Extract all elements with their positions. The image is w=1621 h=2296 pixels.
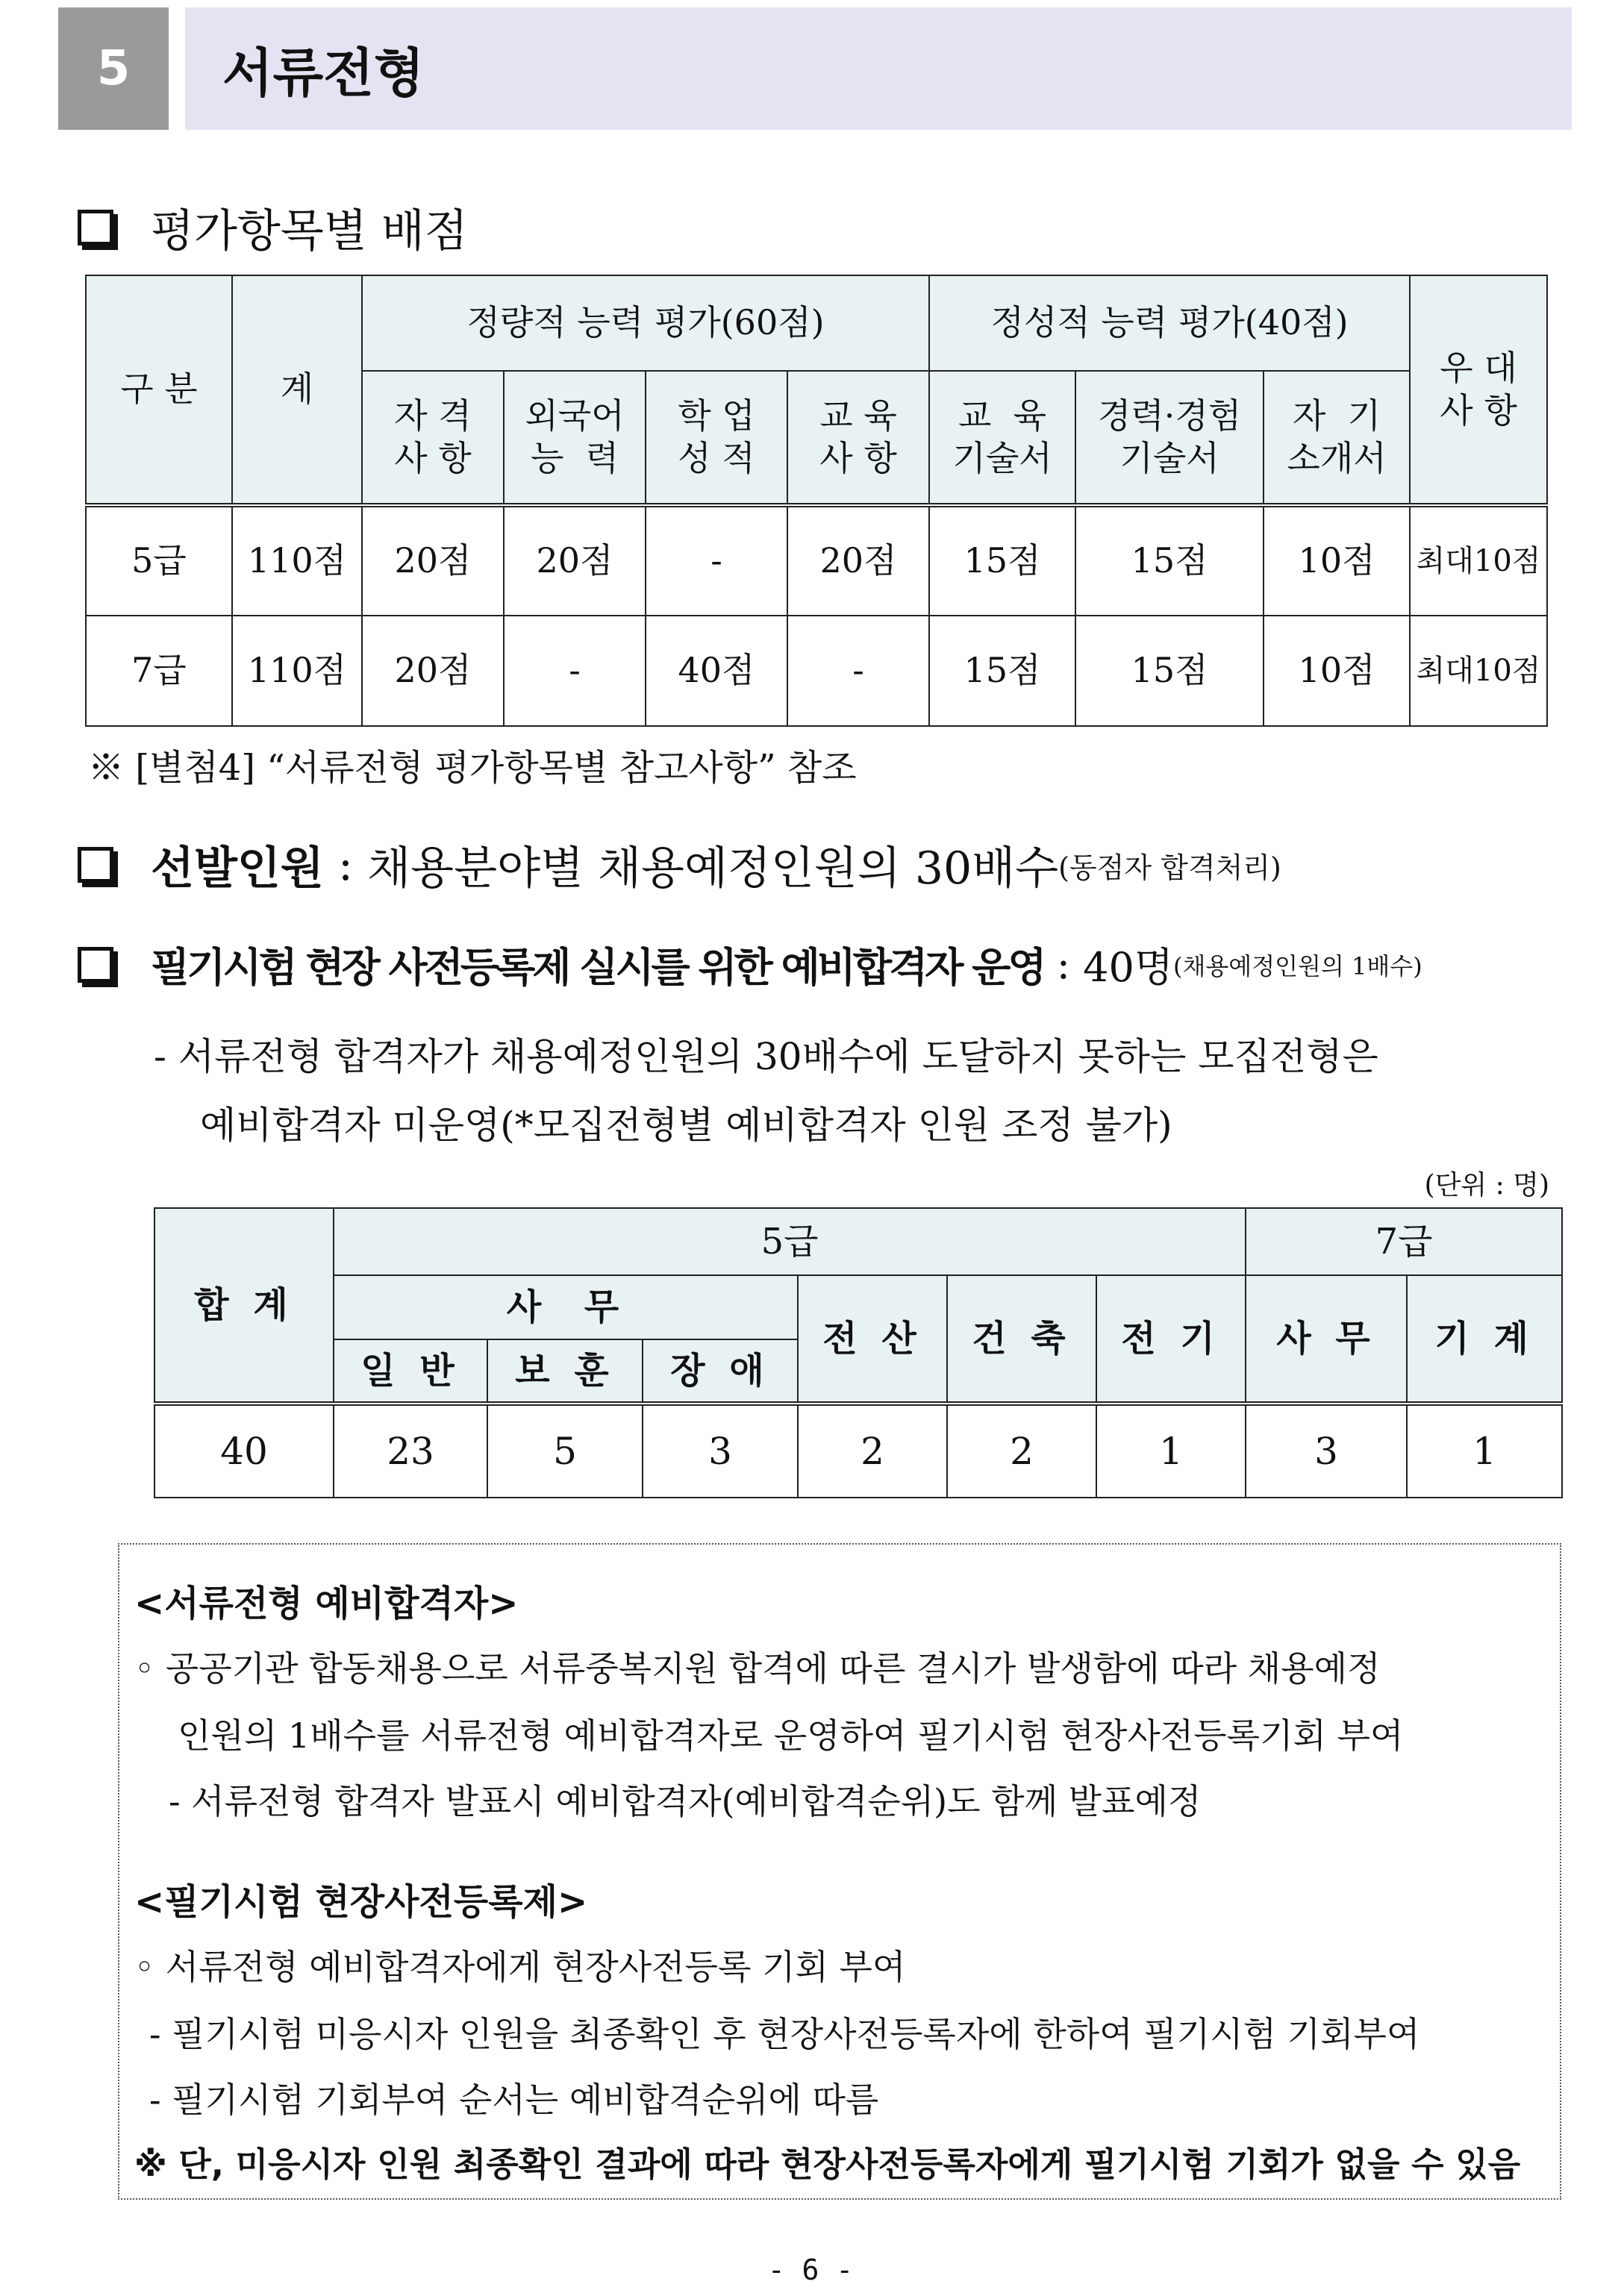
sub-line1: 교 육 (819, 395, 897, 436)
cell: 1 (1096, 1404, 1246, 1498)
cell: 15점 (1075, 616, 1264, 726)
note-attachment-reference: ※ [별첨4] “서류전형 평가항목별 참고사항” 참조 (88, 747, 857, 789)
sub-line1: 학 업 (678, 395, 755, 436)
heading-label: 선발인원 (151, 842, 324, 895)
col-total: 합 계 (154, 1208, 334, 1404)
heading-sep: : (1043, 941, 1084, 988)
heading-sep: : (323, 839, 368, 891)
box-heading-onsite: <필기시험 현장사전등록제> (134, 1881, 588, 1923)
group-qualitative: 정성적 능력 평가(40점) (929, 275, 1410, 371)
cell: 7급 (86, 616, 232, 726)
unit-label: (단위 : 명) (1424, 1170, 1549, 1201)
col-preference (1410, 275, 1547, 505)
cell: 2 (947, 1404, 1096, 1498)
heading-small: (동점자 합격처리) (1058, 851, 1281, 884)
cell: 15점 (1075, 505, 1264, 616)
col-samu7: 사 무 (1246, 1275, 1407, 1404)
checkbox-square-icon (78, 847, 113, 883)
heading-selection-count (78, 833, 1281, 897)
dash-line-1: - 서류전형 합격자가 채용예정인원의 30배수에 도달하지 못하는 모집전형은 (154, 1035, 1378, 1078)
cell: 23 (334, 1404, 487, 1498)
cell: 40점 (646, 616, 787, 726)
sub-language (504, 371, 646, 505)
box-bullet-1-line1: ◦ 공공기관 합동채용으로 서류중복지원 합격에 따른 결시가 발생함에 따라 채용예정 (134, 1648, 1381, 1689)
cell: 최대10점 (1410, 505, 1547, 616)
page-number: - 6 - (767, 2253, 854, 2286)
dash-line-2: 예비합격자 미운영(*모집전형별 예비합격자 인원 조정 불가) (200, 1104, 1172, 1147)
checkbox-square-icon (78, 947, 113, 983)
sub-qualification (362, 371, 504, 505)
box-bullet-2-line1: ◦ 서류전형 예비합격자에게 현장사전등록 기회 부여 (134, 1947, 906, 1987)
cell: 15점 (929, 505, 1075, 616)
sub-line2: 능 력 (530, 438, 619, 478)
cell: 110점 (232, 505, 362, 616)
cell: 40 (154, 1404, 334, 1498)
cell: 20점 (787, 505, 929, 616)
box-bullet-1-line2: 인원의 1배수를 서류전형 예비합격자로 운영하여 필기시험 현장사전등록기회 부여 (178, 1715, 1404, 1756)
cell: 110점 (232, 616, 362, 726)
table-row-grade5 (86, 505, 1547, 616)
sub-line2: 사 항 (819, 438, 897, 478)
box-bullet-2-line3: - 필기시험 기회부여 순서는 예비합격순위에 따름 (149, 2080, 879, 2120)
heading-score-allocation (78, 195, 468, 260)
cell: - (646, 505, 787, 616)
sub-line2: 기술서 (1119, 438, 1219, 478)
sub-education-statement (929, 371, 1075, 505)
heading-value: 40명 (1083, 944, 1173, 991)
col-general: 일 반 (334, 1339, 487, 1404)
cell: 10점 (1264, 616, 1410, 726)
sub-line1: 교 육 (958, 395, 1047, 436)
col-category: 구 분 (86, 275, 232, 505)
heading-text: 채용분야별 채용예정인원의 30배수 (367, 842, 1059, 895)
heading-label: 필기시험 현장 사전등록제 실시를 위한 예비합격자 운영 (151, 943, 1044, 991)
col-veteran: 보 훈 (487, 1339, 643, 1404)
cell: 20점 (362, 616, 504, 726)
cell: - (504, 616, 646, 726)
cell: 3 (643, 1404, 798, 1498)
score-table (85, 275, 1548, 727)
col-it: 전 산 (798, 1275, 947, 1404)
col-grade7: 7급 (1246, 1208, 1562, 1275)
col-mech: 기 계 (1407, 1275, 1562, 1404)
sub-grades (646, 371, 787, 505)
heading-small: (채용예정인원의 1배수) (1173, 951, 1422, 980)
cell: 2 (798, 1404, 947, 1498)
cell: 20점 (504, 505, 646, 616)
col-disabled: 장 애 (643, 1339, 798, 1404)
sub-line2: 소개서 (1287, 438, 1387, 478)
table-row-grade7 (86, 616, 1547, 726)
sub-experience-statement (1075, 371, 1264, 505)
box-bullet-1-line3: - 서류전형 합격자 발표시 예비합격자(예비합격순위)도 함께 발표예정 (169, 1781, 1202, 1821)
col-preference-line1: 우 대 (1440, 347, 1517, 388)
sub-line1: 경력·경험 (1097, 395, 1242, 436)
cell: 5 (487, 1404, 643, 1498)
box-heading-reserve: <서류전형 예비합격자> (134, 1583, 519, 1624)
col-preference-line2: 사 항 (1440, 390, 1517, 431)
cell: 1 (1407, 1404, 1562, 1498)
sub-line2: 기술서 (952, 438, 1052, 478)
sub-line1: 자 기 (1292, 395, 1381, 436)
info-box (118, 1543, 1561, 2200)
heading-text: 평가항목별 배점 (151, 205, 468, 257)
section-number-badge (58, 7, 169, 130)
sub-line1: 자 격 (394, 395, 472, 436)
sub-education (787, 371, 929, 505)
cell: 15점 (929, 616, 1075, 726)
sub-self-introduction (1264, 371, 1410, 505)
col-grade5: 5급 (334, 1208, 1246, 1275)
sub-line2: 성 적 (678, 438, 755, 478)
section-number: 5 (96, 41, 131, 96)
box-note: ※ 단, 미응시자 인원 최종확인 결과에 따라 현장사전등록자에게 필기시험 기회가 없을 수 있음 (134, 2145, 1521, 2184)
col-samu: 사 무 (334, 1275, 798, 1339)
cell: 20점 (362, 505, 504, 616)
cell: 3 (1246, 1404, 1407, 1498)
cell: - (787, 616, 929, 726)
cell: 10점 (1264, 505, 1410, 616)
section-title: 서류전형 (222, 42, 425, 104)
cell: 최대10점 (1410, 616, 1547, 726)
reserve-count-table (154, 1207, 1563, 1498)
cell: 5급 (86, 505, 232, 616)
table-row-counts (154, 1404, 1562, 1498)
sub-line1: 외국어 (525, 395, 625, 436)
col-total: 계 (232, 275, 362, 505)
heading-reserve-operation (78, 936, 1422, 993)
sub-line2: 사 항 (394, 438, 472, 478)
box-bullet-2-line2: - 필기시험 미응시자 인원을 최종확인 후 현장사전등록자에 한하여 필기시험 기회부여 (149, 2014, 1420, 2054)
checkbox-square-icon (78, 210, 113, 245)
col-elec: 전 기 (1096, 1275, 1246, 1404)
section-title-bar (185, 7, 1572, 130)
group-quantitative: 정량적 능력 평가(60점) (362, 275, 929, 371)
col-arch: 건 축 (947, 1275, 1096, 1404)
